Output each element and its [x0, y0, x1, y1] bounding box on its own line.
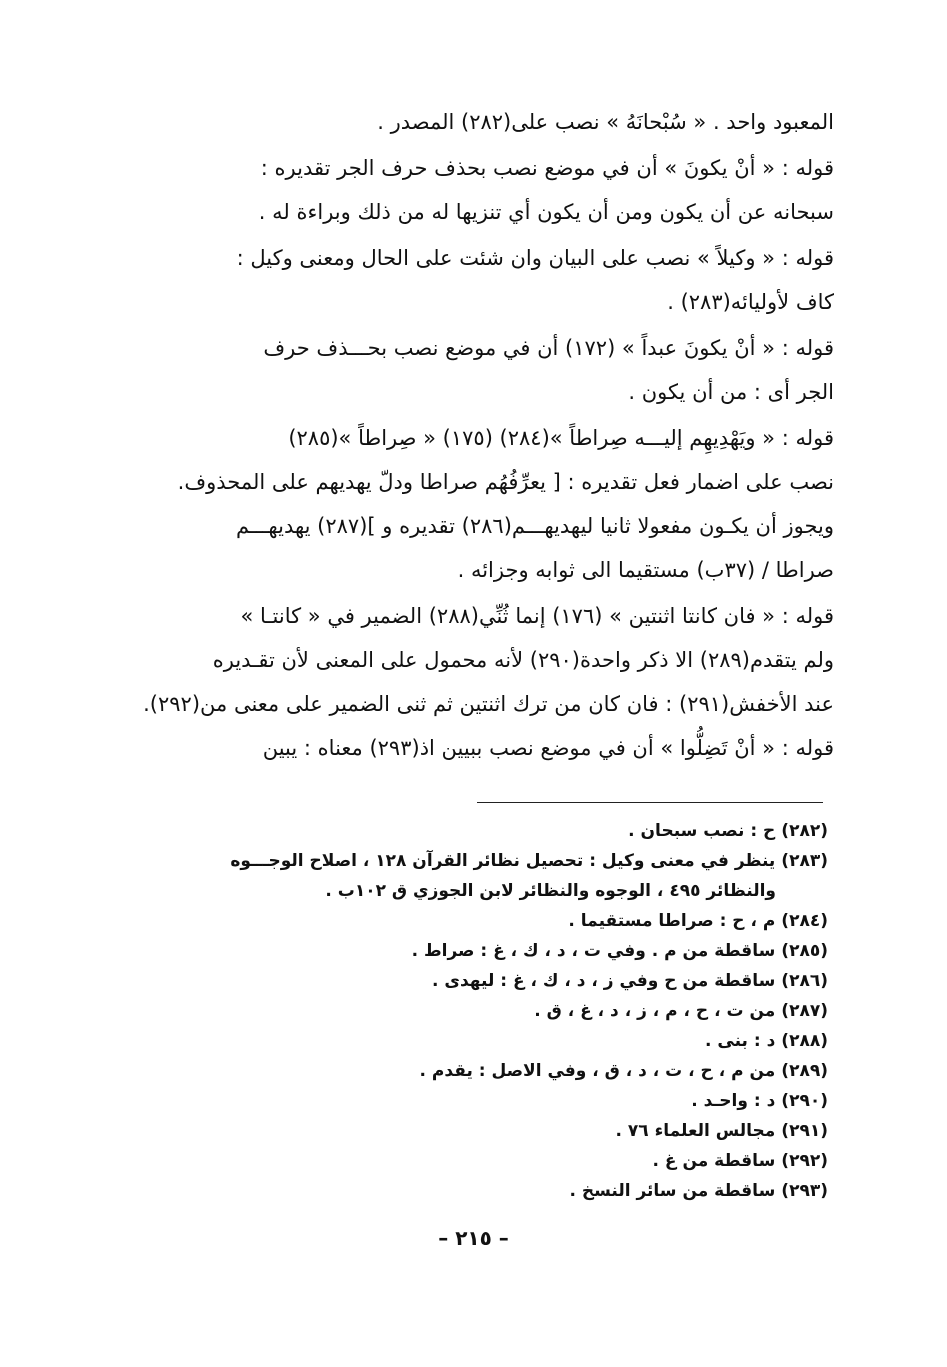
- footnote-item: [128, 846, 828, 876]
- text-line: قوله : « أنْ يكونَ » أن في موضع نصب بحذف حرف الجر تقديره :: [260, 156, 834, 180]
- footnote-text: د : واحـد .: [691, 1091, 776, 1111]
- text-line: صراطا / (٣٧ب) مستقيما الى ثوابه وجزائه .: [457, 558, 834, 582]
- text-line: نصب على اضمار فعل تقديره : [ يعرِّفُهُم صراطا ودلّ يهديهم على المحذوف.: [177, 470, 834, 494]
- text-line: سبحانه عن أن يكون ومن أن يكون أي تنزيها له من ذلك وبراءة له .: [258, 200, 834, 224]
- footnote-text: ساقطة من سائر النسخ .: [569, 1181, 776, 1201]
- text-line: عند الأخفش(٢٩١) : فان كان من ترك اثنتين ثم ثنى الضمير على معنى من(٢٩٢).: [143, 692, 834, 716]
- footnote-item: [128, 1056, 828, 1086]
- text-line: كاف لأوليائه(٢٨٣) .: [667, 290, 834, 314]
- footnote-number: (٢٨٥): [781, 941, 828, 961]
- footnote-item: [128, 996, 828, 1026]
- footnote-number: (٢٨٧): [781, 1001, 828, 1021]
- footnote-item: [128, 1026, 828, 1056]
- footnote-item: [128, 906, 828, 936]
- text-line: قوله : « فان كانتا اثنتين » (١٧٦) إنما ثُنِّي(٢٨٨) الضمير في « كانتـا »: [240, 604, 834, 628]
- main-text: [128, 100, 834, 770]
- footnote-number: (٢٩٠): [781, 1091, 828, 1111]
- footnote-item: [128, 1146, 828, 1176]
- text-line: قوله : « أنْ يكونَ عبداً » (١٧٢) أن في موضع نصب بحـــذف حرف: [263, 336, 834, 360]
- footnotes: [128, 816, 828, 1206]
- text-line: الجر أى : من أن يكون .: [628, 380, 834, 404]
- footnote-continuation: [128, 876, 828, 906]
- footnote-number: (٢٨٩): [781, 1061, 828, 1081]
- footnote-item: [128, 1086, 828, 1116]
- footnote-text: من ت ، ح ، م ، ز ، د ، غ ، ق .: [534, 1001, 776, 1021]
- footnote-separator: [477, 802, 823, 803]
- footnote-item: [128, 816, 828, 846]
- footnote-text: من م ، ح ، ت ، د ، ق ، وفي الاصل : يقدم .: [419, 1061, 776, 1081]
- text-line: قوله : « وكيلاً » نصب على البيان وان شئت على الحال ومعنى وكيل :: [236, 246, 834, 270]
- footnote-text: د : بنى .: [705, 1031, 776, 1051]
- footnote-text: ساقطة من غ .: [652, 1151, 776, 1171]
- footnote-item: [128, 1116, 828, 1146]
- footnote-number: (٢٨٦): [781, 971, 828, 991]
- footnote-text: ساقطة من ح وفي ز ، د ، ك ، غ : ليهدى .: [432, 971, 776, 991]
- footnote-number: (٢٨٤): [781, 911, 828, 931]
- footnote-number: (٢٩١): [781, 1121, 828, 1141]
- footnote-text: ساقطة من م . وفي ت ، د ، ك ، غ : صراط .: [411, 941, 776, 961]
- text-line: ويجوز أن يكـون مفعولا ثانيا ليهديهـــم(٢٨٦) تقديره و ](٢٨٧) يهديهـــم: [235, 514, 834, 538]
- footnote-text: والنظائر ٤٩٥ ، الوجوه والنظائر لابن الجوزي ق ١٠٢ب .: [325, 881, 776, 901]
- footnote-number: (٢٨٣): [781, 851, 828, 871]
- footnote-number: (٢٨٨): [781, 1031, 828, 1051]
- text-line: قوله : « أنْ تَضِلُّوا » أن في موضع نصب ببيين اذ(٢٩٣) معناه : يبين: [262, 736, 834, 760]
- footnote-text: ح : نصب سبحان .: [628, 821, 776, 841]
- footnote-text: ينظر في معنى وكيل : تحصيل نظائر القرآن ١٢٨ ، اصلاح الوجـــوه: [230, 851, 776, 871]
- footnote-item: [128, 936, 828, 966]
- footnote-text: مجالس العلماء ٧٦ .: [615, 1121, 776, 1141]
- footnote-number: (٢٩٢): [781, 1151, 828, 1171]
- text-line: المعبود واحد . « سُبْحانَهُ » نصب على(٢٨٢) المصدر .: [377, 110, 834, 134]
- footnote-text: م ، ح : صراطا مستقيما .: [568, 911, 776, 931]
- text-line: ولم يتقدم(٢٨٩) الا ذكر واحدة(٢٩٠) لأنه محمول على المعنى لأن تقـديره: [212, 648, 834, 672]
- footnote-item: [128, 966, 828, 996]
- footnote-item: [128, 1176, 828, 1206]
- page-number: – ٢١٥ –: [438, 1226, 509, 1250]
- text-line: قوله : « ويَهْدِيهِم إليـــه صِراطاً »(٢٨٤) (١٧٥) « صِراطاً »(٢٨٥): [288, 426, 834, 450]
- footnote-number: (٢٩٣): [781, 1181, 828, 1201]
- footnote-number: (٢٨٢): [781, 821, 828, 841]
